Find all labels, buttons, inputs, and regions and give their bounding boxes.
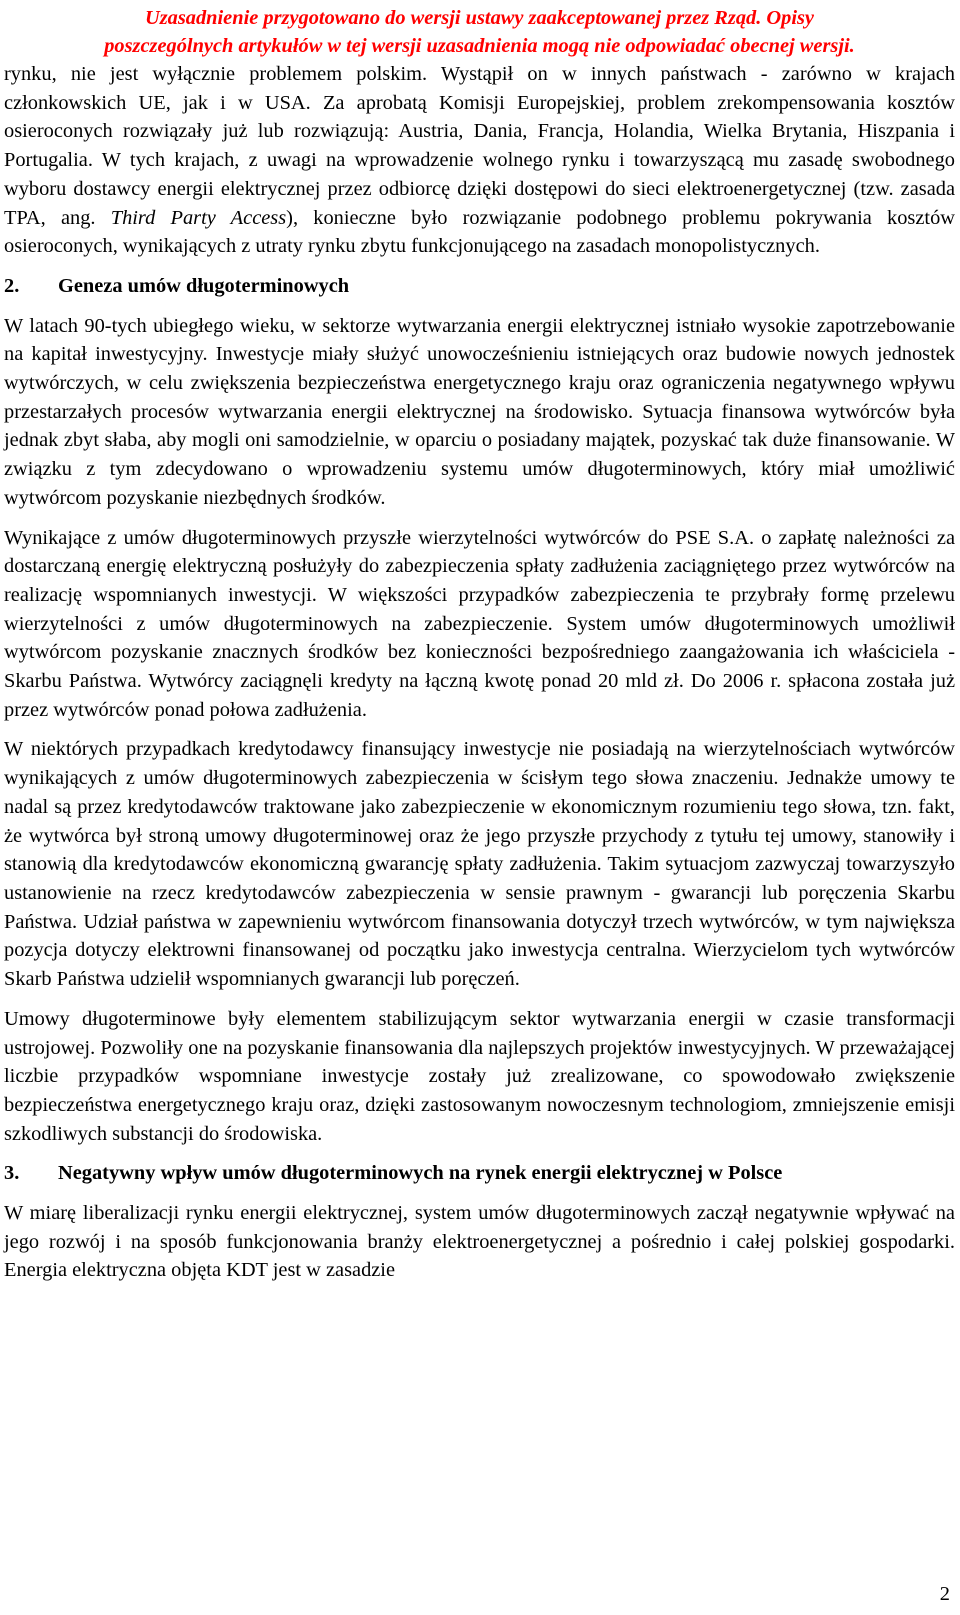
paragraph-genesis-4: Umowy długoterminowe były elementem stabilizującym sektor wytwarzania energii w czasie transformacji ustrojowej. Pozwoliły one na pozyskanie finansowania dla najlepszych projektów inwestycyjnych. W przeważającej liczbie przypadków wspomniane inwestycje zostały już zrealizowane, co spowodowało zwiększenie bezpieczeństwa energetycznego kraju oraz, dzięki zastosowanym nowoczesnym technologiom, zmniejszenie emisji szkodliwych substancji do środowiska. <box>4 1007 955 1145</box>
section-number: 2. <box>4 274 20 297</box>
section-title: Geneza umów długoterminowych <box>58 274 350 297</box>
page-number: 2 <box>939 1583 950 1605</box>
notice-line-2: poszczególnych artykułów w tej wersji uzasadnienia mogą nie odpowiadać obecnej wersji. <box>104 35 855 57</box>
paragraph-genesis-3: W niektórych przypadkach kredytodawcy finansujący inwestycje nie posiadają na wierzytelnościach wytwórców wynikających z umów długoterminowych zabezpieczenia w ścisłym tego słowa znaczeniu. Jednakże umowy te nadal są przez kredytodawców traktowane jako zabezpieczenie w ekonomicznym rozumieniu tego słowa, tzn. fakt, że wytwórca był stroną umowy długoterminowej oraz że jego przyszłe przychody z tytułu tej umowy, stanowiły i stanowią dla kredytodawców ekonomiczną gwarancję spłaty zadłużenia. Takim sytuacjom zazwyczaj towarzyszyło ustanowienie na rzecz kredytodawców zabezpieczenia w sensie prawnym - gwarancji lub poręczenia Skarbu Państwa. Udział państwa w zapewnieniu wytwórcom finansowania dotyczył trzech wytwórców, w tym największa pozycja dotyczy elektrowni finansowanej od początku jako inwestycja centralna. Wierzycielom tych wytwórców Skarb Państwa udzielił wspomnianych gwarancji lub poręczeń. <box>4 738 955 991</box>
section-heading-2 <box>4 272 955 301</box>
paragraph-genesis-1: W latach 90-tych ubiegłego wieku, w sektorze wytwarzania energii elektrycznej istniało wysokie zapotrzebowanie na kapitał inwestycyjny. Inwestycje miały służyć unowocześnieniu istniejących oraz budowie nowych jednostek wytwórczych, w celu zwiększenia bezpieczeństwa energetycznego kraju oraz ograniczenia negatywnego wpływu przestarzałych procesów wytwarzania energii elektrycznej na środowisko. Sytuacja finansowa wytwórców była jednak zbyt słaba, aby mogli oni samodzielnie, w oparciu o posiadany majątek, pozyskać tak duże finansowanie. W związku z tym zdecydowano o wprowadzeniu systemu umów długoterminowych, który miał umożliwić wytwórcom pozyskanie niezbędnych środków. <box>4 314 955 509</box>
paragraph-intro-italic: Third Party Access <box>110 206 287 229</box>
notice-line-1: Uzasadnienie przygotowano do wersji ustawy zaakceptowanej przez Rząd. Opisy <box>145 7 814 29</box>
draft-notice-header <box>4 4 955 60</box>
section-title: Negatywny wpływ umów długoterminowych na rynek energii elektrycznej w Polsce <box>58 1162 783 1185</box>
paragraph-intro <box>4 60 955 261</box>
paragraph-negative-impact: W miarę liberalizacji rynku energii elektrycznej, system umów długoterminowych zaczął negatywnie wpływać na jego rozwój i na sposób funkcjonowania branży elektroenergetycznej a pośrednio i całej polskiej gospodarki. Energia elektryczna objęta KDT jest w zasadzie <box>4 1202 955 1282</box>
section-number: 3. <box>4 1162 20 1185</box>
paragraph-genesis-2: Wynikające z umów długoterminowych przyszłe wierzytelności wytwórców do PSE S.A. o zapłatę należności za dostarczaną energię elektryczną posłużyły do zabezpieczenia spłaty zadłużenia zaciągniętego przez wytwórców na realizację wspomnianych inwestycji. W większości przypadków zabezpieczenia te przybrały formę przelewu wierzytelności z umów długoterminowych na zabezpieczenie. System umów długoterminowych umożliwił wytwórcom pozyskanie znacznych środków bez konieczności bezpośredniego zaangażowania ich właściciela - Skarbu Państwa. Wytwórcy zaciągnęli kredyty na łączną kwotę ponad 20 mld zł. Do 2006 r. spłacona została już przez wytwórców ponad połowa zadłużenia. <box>4 526 955 721</box>
paragraph-intro-text-b: ), konieczne było rozwiązanie podobnego problemu pokrywania kosztów osieroconych, wynikających z utraty rynku zbytu funkcjonującego na zasadach monopolistycznych. <box>4 206 955 258</box>
paragraph-intro-text-a: rynku, nie jest wyłącznie problemem polskim. Wystąpił on w innych państwach - zarówno w krajach członkowskich UE, jak i w USA. Za aprobatą Komisji Europejskiej, problem zrekompensowania kosztów osieroconych rozwiązały już lub rozwiązują: Austria, Dania, Francja, Holandia, Wielka Brytania, Hiszpania i Portugalia. W tych krajach, z uwagi na wprowadzenie wolnego rynku i towarzyszącą mu zasadę swobodnego wyboru dostawcy energii elektrycznej przez odbiorcę dzięki dostępowi do sieci elektroenergetycznej (tzw. zasada TPA, ang. <box>4 63 955 229</box>
section-heading-3 <box>4 1159 955 1188</box>
document-page <box>4 0 955 1285</box>
